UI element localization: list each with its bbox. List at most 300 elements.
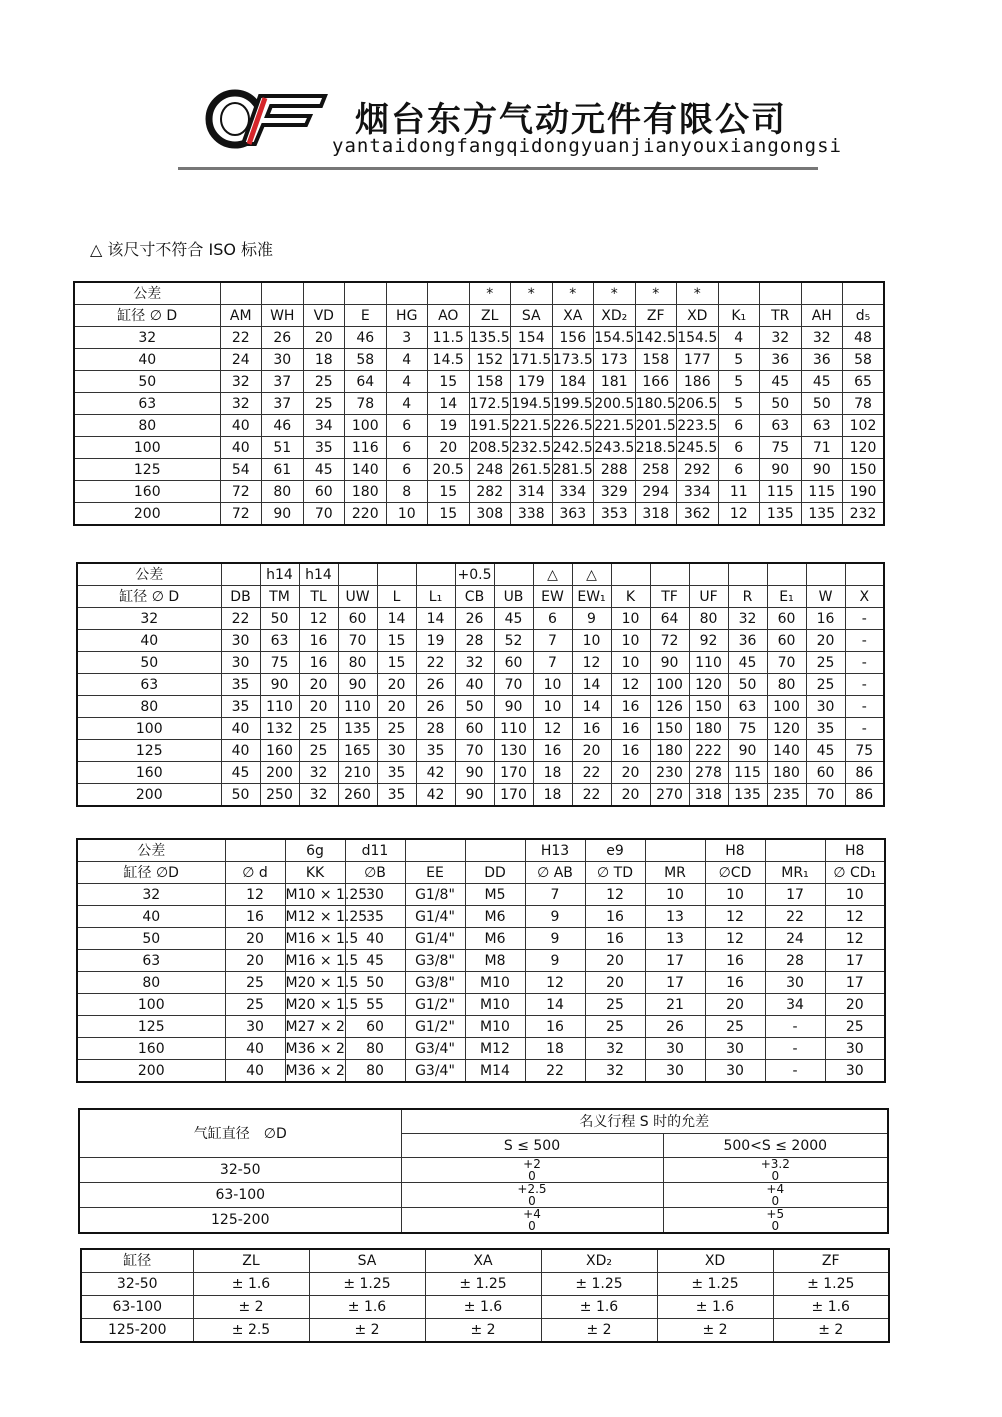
- tolerance-mark: H8: [825, 839, 885, 862]
- table-cell: 6: [718, 437, 760, 459]
- table-cell: 37: [262, 371, 304, 393]
- table-cell: 75: [760, 437, 802, 459]
- column-header: ZL: [193, 1249, 309, 1273]
- tolerance-row: [77, 839, 885, 862]
- table-cell: 194.5: [511, 393, 553, 415]
- table-cell: 80: [338, 652, 377, 674]
- table-cell: 8: [386, 481, 428, 503]
- table-cell: -: [845, 608, 884, 630]
- table-cell: M10 × 1.25: [285, 884, 345, 906]
- table-cell: 40: [220, 415, 262, 437]
- table-row: [77, 674, 884, 696]
- table-cell: 25: [806, 674, 845, 696]
- table-cell: 70: [806, 784, 845, 807]
- table-cell: ± 2: [425, 1319, 541, 1343]
- table-cell: 20: [299, 696, 338, 718]
- table-cell: 36: [760, 349, 802, 371]
- table-cell: 75: [845, 740, 884, 762]
- tolerance-mark: *: [635, 282, 677, 305]
- tolerance-cell: [401, 1208, 663, 1234]
- table-cell: M10: [465, 972, 525, 994]
- tolerance-mark: [262, 282, 304, 305]
- table-row: [81, 1273, 889, 1296]
- column-header: TL: [299, 586, 338, 608]
- table-cell: ± 1.25: [657, 1273, 773, 1296]
- table-cell: 30: [705, 1038, 765, 1060]
- table-cell: 75: [728, 718, 767, 740]
- table-cell: 314: [511, 481, 553, 503]
- column-header: ∅CD: [705, 862, 765, 884]
- table-cell: 13: [645, 928, 705, 950]
- tolerance-mark: [225, 839, 285, 862]
- table-cell: 140: [345, 459, 387, 481]
- table-cell: 180: [767, 762, 806, 784]
- column-header: ∅ CD₁: [825, 862, 885, 884]
- table-cell: 13: [645, 906, 705, 928]
- table-cell: 58: [843, 349, 885, 371]
- dimension-table-3: [76, 838, 886, 1083]
- header-row: [77, 862, 885, 884]
- table-cell: 9: [525, 950, 585, 972]
- upper-deviation: +3.2: [760, 1157, 790, 1171]
- table-cell: M5: [465, 884, 525, 906]
- tolerance-mark: d11: [345, 839, 405, 862]
- column-header: XA: [552, 305, 594, 327]
- table-cell: 30: [262, 349, 304, 371]
- table-row: [77, 994, 885, 1016]
- table-cell: 32: [220, 371, 262, 393]
- table-cell: 12: [585, 884, 645, 906]
- table-cell: 50: [801, 393, 843, 415]
- table-cell: 70: [303, 503, 345, 526]
- table-row: [77, 906, 885, 928]
- table-cell: 80: [689, 608, 728, 630]
- column-header: ZF: [635, 305, 677, 327]
- column-header: MR: [645, 862, 705, 884]
- table-cell: 7: [533, 652, 572, 674]
- header-divider: [178, 167, 818, 170]
- table-cell: 180: [650, 740, 689, 762]
- table-row: [79, 1208, 888, 1234]
- table-cell: 184: [552, 371, 594, 393]
- table-cell: 135: [338, 718, 377, 740]
- table-cell: 150: [689, 696, 728, 718]
- table-cell: 30: [645, 1060, 705, 1083]
- table-cell: 60: [455, 718, 494, 740]
- table-cell: 294: [635, 481, 677, 503]
- upper-deviation: +2: [523, 1157, 541, 1171]
- table-cell: M27 × 2: [285, 1016, 345, 1038]
- table-cell: 60: [345, 1016, 405, 1038]
- table-cell: 34: [765, 994, 825, 1016]
- tolerance-cell: [401, 1158, 663, 1183]
- header-row: [77, 586, 884, 608]
- bore-size: 40: [77, 630, 221, 652]
- table-cell: 9: [572, 608, 611, 630]
- table-cell: 130: [494, 740, 533, 762]
- bore-size: 32: [77, 608, 221, 630]
- table-cell: -: [845, 718, 884, 740]
- dimension-table-2: [76, 562, 885, 807]
- table-cell: 18: [533, 762, 572, 784]
- table-row: [79, 1183, 888, 1208]
- tolerance-mark: [221, 563, 260, 586]
- table-cell: 22: [220, 327, 262, 349]
- table-cell: 140: [767, 740, 806, 762]
- table-cell: 110: [260, 696, 299, 718]
- table-cell: 135: [801, 503, 843, 526]
- table-cell: 208.5: [469, 437, 511, 459]
- table-cell: 20: [825, 994, 885, 1016]
- table-cell: 154.5: [594, 327, 636, 349]
- table-cell: 318: [635, 503, 677, 526]
- bore-size: 63: [77, 950, 225, 972]
- table-cell: 18: [525, 1038, 585, 1060]
- table-cell: 10: [645, 884, 705, 906]
- table-cell: 32: [801, 327, 843, 349]
- table-cell: 45: [221, 762, 260, 784]
- table-cell: 50: [345, 972, 405, 994]
- table-cell: 20: [299, 674, 338, 696]
- table-cell: 50: [221, 784, 260, 807]
- table-cell: 45: [303, 459, 345, 481]
- table-cell: 30: [765, 972, 825, 994]
- table-cell: 26: [645, 1016, 705, 1038]
- table-cell: 25: [705, 1016, 765, 1038]
- table-cell: 158: [635, 349, 677, 371]
- table-cell: 235: [767, 784, 806, 807]
- column-header: ZF: [773, 1249, 889, 1273]
- table-cell: M36 × 2: [285, 1038, 345, 1060]
- table-cell: M6: [465, 928, 525, 950]
- table-cell: 242.5: [552, 437, 594, 459]
- table-cell: 90: [728, 740, 767, 762]
- table-cell: 30: [645, 1038, 705, 1060]
- tolerance-mark: *: [594, 282, 636, 305]
- table-cell: 32: [728, 608, 767, 630]
- table-cell: M8: [465, 950, 525, 972]
- bore-label: 气缸直径 ∅D: [79, 1109, 401, 1158]
- table-cell: 334: [552, 481, 594, 503]
- table-row: [77, 950, 885, 972]
- company-logo-icon: [205, 88, 330, 150]
- table-cell: 15: [428, 371, 470, 393]
- table-cell: 116: [345, 437, 387, 459]
- table-cell: 37: [262, 393, 304, 415]
- bore-label: 缸径 ∅ D: [77, 586, 221, 608]
- table-cell: 46: [262, 415, 304, 437]
- table-cell: 165: [338, 740, 377, 762]
- tolerance-row: [77, 563, 884, 586]
- tolerance-mark: [728, 563, 767, 586]
- table-cell: 260: [338, 784, 377, 807]
- table-cell: 25: [303, 371, 345, 393]
- table-cell: 26: [416, 674, 455, 696]
- lower-deviation: 0: [528, 1169, 536, 1183]
- table-cell: 6: [386, 415, 428, 437]
- bore-size: 50: [77, 928, 225, 950]
- column-header: E₁: [767, 586, 806, 608]
- bore-size: 125-200: [81, 1319, 193, 1343]
- table-cell: 200: [260, 762, 299, 784]
- table-row: [77, 928, 885, 950]
- bore-size: 125: [77, 740, 221, 762]
- table-cell: 15: [428, 503, 470, 526]
- table-cell: 51: [262, 437, 304, 459]
- table-cell: 40: [345, 928, 405, 950]
- tolerance-mark: [689, 563, 728, 586]
- table-cell: 6: [386, 459, 428, 481]
- table-cell: 45: [801, 371, 843, 393]
- table-cell: 110: [338, 696, 377, 718]
- table-row: [77, 762, 884, 784]
- table-cell: 110: [494, 718, 533, 740]
- tolerance-mark: △: [572, 563, 611, 586]
- tolerance-cell: [401, 1183, 663, 1208]
- table-cell: 30: [225, 1016, 285, 1038]
- table-cell: 19: [416, 630, 455, 652]
- header-row: [74, 305, 884, 327]
- table-cell: 35: [221, 696, 260, 718]
- table-cell: 40: [225, 1038, 285, 1060]
- tolerance-mark: *: [469, 282, 511, 305]
- table-cell: 25: [585, 1016, 645, 1038]
- table-cell: 20: [377, 696, 416, 718]
- table-cell: 36: [728, 630, 767, 652]
- column-header: HG: [386, 305, 428, 327]
- column-header: VD: [303, 305, 345, 327]
- table-cell: 16: [585, 906, 645, 928]
- tolerance-mark: 6g: [285, 839, 345, 862]
- table-row: [77, 740, 884, 762]
- lower-deviation: 0: [771, 1219, 780, 1233]
- table-cell: 14: [572, 674, 611, 696]
- tolerance-mark: [806, 563, 845, 586]
- table-cell: 45: [806, 740, 845, 762]
- column-header: L₁: [416, 586, 455, 608]
- table-cell: 72: [220, 481, 262, 503]
- tolerance-mark: [650, 563, 689, 586]
- table-cell: 34: [303, 415, 345, 437]
- table-cell: 180.5: [635, 393, 677, 415]
- column-header: X: [845, 586, 884, 608]
- table-cell: 42: [416, 784, 455, 807]
- column-header: d₅: [843, 305, 885, 327]
- table-cell: ± 2.5: [193, 1319, 309, 1343]
- table-cell: 218.5: [635, 437, 677, 459]
- bore-size: 200: [77, 784, 221, 807]
- table-cell: M6: [465, 906, 525, 928]
- table-cell: ± 1.6: [541, 1296, 657, 1319]
- bore-label: 缸径 ∅ D: [74, 305, 220, 327]
- table-cell: 61: [262, 459, 304, 481]
- table-cell: 64: [650, 608, 689, 630]
- table-cell: 25: [299, 718, 338, 740]
- table-cell: 278: [689, 762, 728, 784]
- company-name-cn: 烟台东方气动元件有限公司: [355, 100, 787, 140]
- table-cell: 58: [345, 349, 387, 371]
- table-cell: 100: [345, 415, 387, 437]
- table-cell: 181: [594, 371, 636, 393]
- table-cell: 126: [650, 696, 689, 718]
- column-header: UW: [338, 586, 377, 608]
- column-header: AM: [220, 305, 262, 327]
- table-cell: 258: [635, 459, 677, 481]
- table-cell: 4: [386, 393, 428, 415]
- table-cell: 308: [469, 503, 511, 526]
- table-cell: 190: [843, 481, 885, 503]
- table-cell: 54: [220, 459, 262, 481]
- table-cell: 22: [416, 652, 455, 674]
- bore-label: 缸径 ∅D: [77, 862, 225, 884]
- table-cell: 338: [511, 503, 553, 526]
- table-cell: ± 1.25: [425, 1273, 541, 1296]
- table-cell: 24: [220, 349, 262, 371]
- bore-size: 200: [77, 1060, 225, 1083]
- table-cell: G1/2": [405, 994, 465, 1016]
- table-cell: 4: [386, 371, 428, 393]
- table-cell: 40: [221, 740, 260, 762]
- table-cell: 12: [705, 906, 765, 928]
- table-cell: 154.5: [677, 327, 719, 349]
- table-cell: 32: [455, 652, 494, 674]
- tolerance-mark: △: [533, 563, 572, 586]
- table-cell: 17: [825, 950, 885, 972]
- table-cell: 25: [303, 393, 345, 415]
- table-cell: 80: [345, 1038, 405, 1060]
- tolerance-cell: [663, 1208, 888, 1234]
- table-cell: M10: [465, 1016, 525, 1038]
- table-cell: 12: [718, 503, 760, 526]
- table-row: [74, 503, 884, 526]
- table-cell: ± 1.25: [309, 1273, 425, 1296]
- table-cell: 40: [220, 437, 262, 459]
- table-cell: 36: [801, 349, 843, 371]
- column-header: ∅B: [345, 862, 405, 884]
- table-cell: 30: [825, 1060, 885, 1083]
- table-cell: 4: [386, 349, 428, 371]
- table-cell: 50: [760, 393, 802, 415]
- table-cell: 78: [345, 393, 387, 415]
- table-cell: 173.5: [552, 349, 594, 371]
- lower-deviation: 0: [771, 1194, 780, 1208]
- column-header: EW: [533, 586, 572, 608]
- table-cell: 14: [416, 608, 455, 630]
- table-cell: 20: [377, 674, 416, 696]
- table-cell: 20: [225, 928, 285, 950]
- table-cell: ± 2: [657, 1319, 773, 1343]
- upper-deviation: +4: [766, 1182, 785, 1196]
- table-cell: 7: [525, 884, 585, 906]
- table-cell: 12: [572, 652, 611, 674]
- table-cell: 6: [718, 415, 760, 437]
- table-cell: 46: [345, 327, 387, 349]
- table-cell: 12: [705, 928, 765, 950]
- table-cell: 5: [718, 393, 760, 415]
- table-cell: ± 2: [541, 1319, 657, 1343]
- table-cell: 60: [494, 652, 533, 674]
- table-cell: 35: [345, 906, 405, 928]
- lower-deviation: 0: [528, 1194, 536, 1208]
- table-cell: 186: [677, 371, 719, 393]
- bore-size: 100: [74, 437, 220, 459]
- table-cell: 18: [533, 784, 572, 807]
- bore-size: 32: [77, 884, 225, 906]
- table-cell: 80: [345, 1060, 405, 1083]
- table-cell: 180: [689, 718, 728, 740]
- table-cell: 25: [585, 994, 645, 1016]
- table-cell: 20: [303, 327, 345, 349]
- table-cell: G3/4": [405, 1038, 465, 1060]
- table-cell: 15: [377, 630, 416, 652]
- table-row: [79, 1158, 888, 1183]
- table-cell: 115: [801, 481, 843, 503]
- tolerance-mark: [801, 282, 843, 305]
- column-header: XD₂: [594, 305, 636, 327]
- table-cell: 63: [801, 415, 843, 437]
- column-header: AH: [801, 305, 843, 327]
- table-cell: 16: [585, 928, 645, 950]
- table-cell: 42: [416, 762, 455, 784]
- tolerance-mark: [405, 839, 465, 862]
- length-tolerance-table: [80, 1248, 890, 1343]
- table-cell: 20: [585, 972, 645, 994]
- table-cell: 90: [455, 784, 494, 807]
- column-header: ∅ d: [225, 862, 285, 884]
- table-cell: 270: [650, 784, 689, 807]
- table-cell: 318: [689, 784, 728, 807]
- table-cell: ± 2: [309, 1319, 425, 1343]
- table-cell: 156: [552, 327, 594, 349]
- table-cell: 32: [760, 327, 802, 349]
- table-cell: 10: [611, 608, 650, 630]
- table-cell: -: [765, 1060, 825, 1083]
- table-cell: 120: [843, 437, 885, 459]
- table-cell: 16: [705, 950, 765, 972]
- table-cell: 7: [533, 630, 572, 652]
- bore-size: 32: [74, 327, 220, 349]
- table-cell: 6: [533, 608, 572, 630]
- dimension-table-1: [73, 281, 885, 526]
- table-cell: 115: [728, 762, 767, 784]
- column-header: DD: [465, 862, 525, 884]
- table-cell: -: [765, 1038, 825, 1060]
- bore-size: 100: [77, 994, 225, 1016]
- table-cell: 110: [689, 652, 728, 674]
- table-row: [74, 327, 884, 349]
- column-header: K₁: [718, 305, 760, 327]
- table-cell: 135: [728, 784, 767, 807]
- table-cell: 6: [718, 459, 760, 481]
- table-cell: 177: [677, 349, 719, 371]
- table-cell: 154: [511, 327, 553, 349]
- table-cell: 10: [825, 884, 885, 906]
- column-header: ZL: [469, 305, 511, 327]
- bore-size: 80: [74, 415, 220, 437]
- table-cell: 35: [377, 762, 416, 784]
- table-row: [74, 371, 884, 393]
- table-cell: 170: [494, 784, 533, 807]
- table-cell: 25: [299, 740, 338, 762]
- table-cell: 25: [377, 718, 416, 740]
- table-cell: 16: [225, 906, 285, 928]
- table-cell: 17: [765, 884, 825, 906]
- table-cell: M12 × 1.25: [285, 906, 345, 928]
- table-cell: 17: [825, 972, 885, 994]
- table-cell: M16 × 1.5: [285, 928, 345, 950]
- column-header: AO: [428, 305, 470, 327]
- column-header: XD: [657, 1249, 773, 1273]
